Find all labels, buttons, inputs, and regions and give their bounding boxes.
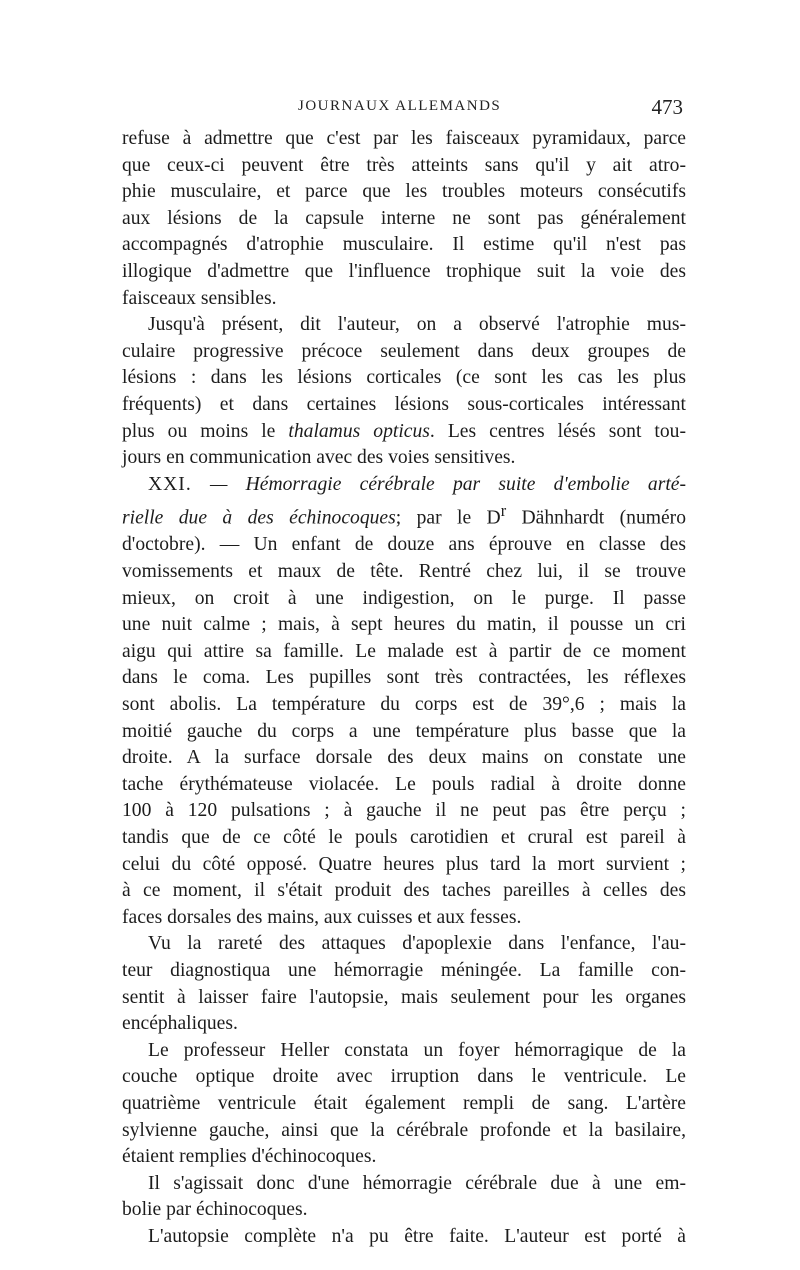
- paragraph: [122, 1224, 686, 1251]
- text-line: aux lésions de la capsule interne ne sont pas généralement: [122, 207, 686, 229]
- text-fragment: . Les centres lésés sont tou-: [429, 420, 686, 442]
- text-line: sentit à laisser faire l'autopsie, mais seulement pour les organes: [122, 986, 686, 1008]
- text-line: celui du côté opposé. Quatre heures plus tard la mort survient ;: [122, 853, 686, 875]
- text-line: Jusqu'à présent, dit l'auteur, on a observé l'atrophie mus-: [148, 314, 686, 336]
- text-line: accompagnés d'atrophie musculaire. Il estime qu'il n'est pas: [122, 234, 686, 256]
- paragraph: [122, 1038, 686, 1171]
- text-line: dans le coma. Les pupilles sont très contractées, les réflexes: [122, 667, 686, 689]
- running-header: [123, 95, 683, 122]
- section-title: — Hémorragie cérébrale par suite d'embolie arté-: [209, 473, 686, 495]
- superscript: r: [500, 501, 507, 521]
- paragraph: [122, 126, 686, 312]
- text-line: teur diagnostiqua une hémorragie méningée. La famille con-: [122, 959, 686, 981]
- page-body: [122, 126, 686, 1250]
- text-line: Il s'agissait donc d'une hémorragie cérébrale due à une em-: [148, 1172, 686, 1194]
- section-heading-line: [122, 472, 686, 499]
- text-line: à ce moment, il s'était produit des taches pareilles à celles des: [122, 880, 686, 902]
- text-line: refuse à admettre que c'est par les faisceaux pyramidaux, parce: [122, 128, 686, 149]
- text-line: lésions : dans les lésions corticales (ce sont les cas les plus: [122, 367, 686, 389]
- text-fragment: Dähnhardt (numéro: [506, 507, 687, 529]
- section-number: XXI.: [148, 473, 192, 495]
- text-line: culaire progressive précoce seulement dans deux groupes de: [122, 340, 686, 362]
- text-line: encéphaliques.: [122, 1013, 238, 1035]
- text-line: étaient remplies d'échinocoques.: [122, 1146, 377, 1168]
- text-line: droite. A la surface dorsale des deux mains on constate une: [122, 747, 686, 769]
- text-line: moitié gauche du corps a une température plus basse que la: [122, 720, 686, 742]
- text-line: bolie par échinocoques.: [122, 1199, 308, 1221]
- text-line: faces dorsales des mains, aux cuisses et aux fesses.: [122, 906, 522, 928]
- text-line: Vu la rareté des attaques d'apoplexie dans l'enfance, l'au-: [148, 933, 686, 955]
- text-line: sylvienne gauche, ainsi que la cérébrale profonde et la basilaire,: [122, 1119, 686, 1141]
- italic-term: thalamus opticus: [288, 420, 430, 442]
- text-line: L'autopsie complète n'a pu être faite. L'auteur est porté à: [148, 1225, 686, 1247]
- text-fragment: plus ou moins le: [122, 420, 276, 442]
- paragraph: [122, 312, 686, 472]
- text-line: faisceaux sensibles.: [122, 287, 277, 309]
- text-line: une nuit calme ; mais, à sept heures du matin, il pousse un cri: [122, 614, 686, 636]
- text-line: tandis que de ce côté le pouls carotidien et crural est pareil à: [122, 826, 686, 848]
- section-title-cont: rielle due à des échinocoques: [122, 507, 396, 529]
- text-fragment: ; par le D: [395, 507, 501, 529]
- text-line: couche optique droite avec irruption dans le ventricule. Le: [122, 1066, 686, 1088]
- text-line: illogique d'admettre que l'influence trophique suit la voie des: [122, 260, 686, 282]
- text-line: sont abolis. La température du corps est de 39°,6 ; mais la: [122, 694, 686, 715]
- text-line: d'octobre). — Un enfant de douze ans éprouve en classe des: [122, 534, 686, 556]
- text-line: Le professeur Heller constata un foyer hémorragique de la: [148, 1039, 686, 1061]
- text-line: vomissements et maux de tête. Rentré chez lui, il se trouve: [122, 561, 686, 583]
- paragraph: [122, 1171, 686, 1224]
- text-line: phie musculaire, et parce que les troubles moteurs consécutifs: [122, 181, 686, 203]
- text-line: 100 à 120 pulsations ; à gauche il ne peut pas être perçu ;: [122, 800, 686, 822]
- text-line: jours en communication avec des voies sensitives.: [122, 447, 516, 469]
- text-line: [122, 419, 686, 446]
- text-line: que ceux-ci peuvent être très atteints sans qu'il y ait atro-: [122, 154, 686, 176]
- text-line: mieux, on croit à une indigestion, on le purge. Il passe: [122, 587, 686, 609]
- text-line: fréquents) et dans certaines lésions sous-corticales intéressant: [122, 393, 686, 415]
- section-xxi: [122, 472, 686, 932]
- text-line: tache érythémateuse violacée. Le pouls radial à droite donne: [122, 773, 686, 795]
- text-line: aigu qui attire sa famille. Le malade est à partir de ce moment: [122, 640, 686, 662]
- paragraph: [122, 931, 686, 1037]
- text-line: quatrième ventricule était également rempli de sang. L'artère: [122, 1092, 686, 1114]
- text-line: [122, 498, 686, 532]
- running-title: JOURNAUX ALLEMANDS: [298, 98, 502, 114]
- page-number: 473: [651, 95, 683, 119]
